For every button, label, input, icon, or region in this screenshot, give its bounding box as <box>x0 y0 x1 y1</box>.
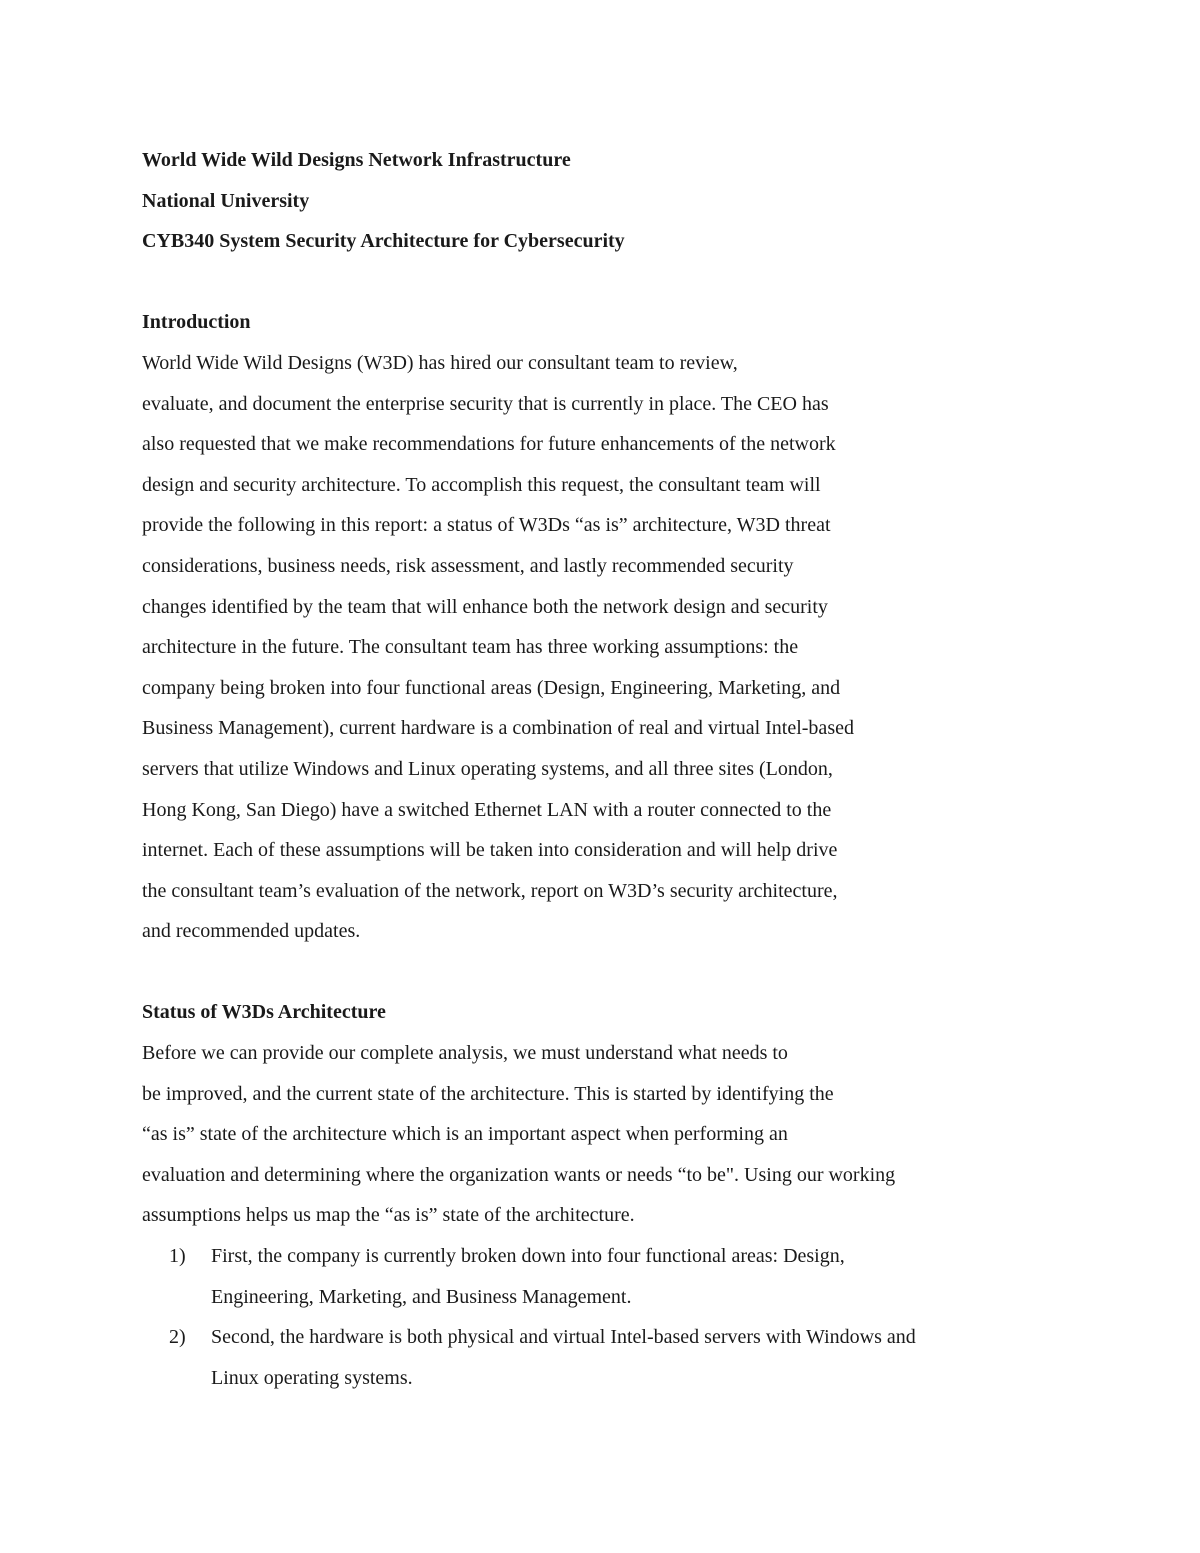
list-item-line: Engineering, Marketing, and Business Management. <box>211 1285 632 1308</box>
introduction-heading: Introduction <box>142 311 251 334</box>
list-item <box>142 1317 1062 1398</box>
paragraph-line: also requested that we make recommendations for future enhancements of the network <box>142 433 836 456</box>
document-body <box>142 140 1062 1398</box>
spacer <box>142 952 1062 993</box>
paragraph-line: Hong Kong, San Diego) have a switched Ethernet LAN with a router connected to the <box>142 798 832 821</box>
paragraph-line: Business Management), current hardware is a combination of real and virtual Intel-based <box>142 717 854 740</box>
paragraph-line: be improved, and the current state of the architecture. This is started by identifying the <box>142 1082 834 1105</box>
paragraph-line: assumptions helps us map the “as is” state of the architecture. <box>142 1204 635 1227</box>
list-number: 2) <box>169 1326 186 1349</box>
paragraph-line: provide the following in this report: a status of W3Ds “as is” architecture, W3D threat <box>142 514 831 537</box>
list-item <box>142 1236 1062 1317</box>
list-item-line: First, the company is currently broken down into four functional areas: Design, <box>211 1245 845 1268</box>
paragraph-line: servers that utilize Windows and Linux operating systems, and all three sites (London, <box>142 757 833 780</box>
paragraph-line: World Wide Wild Designs (W3D) has hired our consultant team to review, <box>142 351 738 374</box>
introduction-paragraph <box>142 343 1062 952</box>
paragraph-line: considerations, business needs, risk assessment, and lastly recommended security <box>142 554 794 577</box>
status-heading: Status of W3Ds Architecture <box>142 1001 386 1024</box>
institution-name: National University <box>142 189 310 212</box>
paragraph-line: and recommended updates. <box>142 920 361 943</box>
paragraph-line: changes identified by the team that will enhance both the network design and security <box>142 595 828 618</box>
paragraph-line: architecture in the future. The consultant team has three working assumptions: the <box>142 636 799 659</box>
list-number: 1) <box>169 1245 186 1268</box>
list-item-line: Second, the hardware is both physical and virtual Intel-based servers with Windows and <box>211 1326 916 1349</box>
course-name: CYB340 System Security Architecture for Cybersecurity <box>142 230 625 253</box>
spacer <box>142 262 1062 303</box>
paragraph-line: Before we can provide our complete analysis, we must understand what needs to <box>142 1042 788 1065</box>
paragraph-line: evaluation and determining where the organization wants or needs “to be". Using our working <box>142 1163 896 1186</box>
paragraph-line: company being broken into four functional areas (Design, Engineering, Marketing, and <box>142 676 841 699</box>
paragraph-line: “as is” state of the architecture which is an important aspect when performing an <box>142 1123 788 1146</box>
paragraph-line: design and security architecture. To accomplish this request, the consultant team will <box>142 473 821 496</box>
numbered-list <box>142 1236 1062 1398</box>
paragraph-line: the consultant team’s evaluation of the network, report on W3D’s security architecture, <box>142 879 838 902</box>
status-paragraph <box>142 1033 1062 1236</box>
document-title: World Wide Wild Designs Network Infrastructure <box>142 149 571 171</box>
paragraph-line: internet. Each of these assumptions will be taken into consideration and will help drive <box>142 839 838 862</box>
paragraph-line: evaluate, and document the enterprise security that is currently in place. The CEO has <box>142 392 829 415</box>
list-item-line: Linux operating systems. <box>211 1366 413 1389</box>
